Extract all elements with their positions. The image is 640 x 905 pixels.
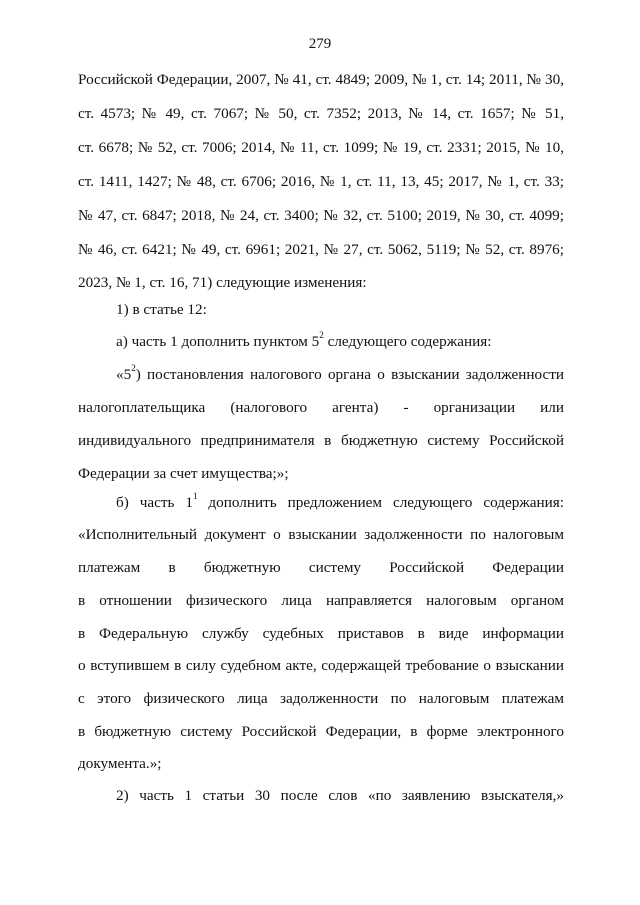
text-line: № 46, ст. 6421; № 49, ст. 6961; 2021, № 27, ст. 5062, 5119; № 52, ст. 8976; (78, 241, 564, 258)
text-line: в отношении физического лица направляется налоговым органом (78, 592, 564, 609)
text-line: в бюджетную систему Российской Федерации, в форме электронного (78, 723, 564, 740)
text-line: налогоплательщика (налогового агента) - организации или (78, 399, 564, 416)
page-number: 279 (308, 36, 332, 52)
quote-open: «5 (116, 366, 132, 383)
quote-1-first-line (116, 362, 564, 385)
item-1b (116, 490, 564, 513)
text-line: Российской Федерации, 2007, № 41, ст. 4849; 2009, № 1, ст. 14; 2011, № 30, (78, 71, 564, 88)
superscript: 2 (131, 362, 136, 373)
item-1a-text: а) часть 1 дополнить пунктом 5 (116, 333, 320, 350)
text-line: документа.»; (78, 755, 162, 772)
item-1b-text-end: дополнить предложением следующего содержания: (197, 494, 564, 511)
text-line: индивидуального предпринимателя в бюджетную систему Российской (78, 432, 564, 449)
item-1a (116, 329, 564, 352)
text-line: 2023, № 1, ст. 16, 71) следующие изменения: (78, 274, 367, 291)
text-line: ст. 6678; № 52, ст. 7006; 2014, № 11, ст. 1099; № 19, ст. 2331; 2015, № 10, (78, 139, 564, 156)
text-line: ст. 1411, 1427; № 48, ст. 6706; 2016, № 1, ст. 11, 13, 45; 2017, № 1, ст. 33; (78, 173, 564, 190)
superscript: 2 (319, 329, 324, 340)
superscript: 1 (192, 490, 198, 501)
text-line: о вступившем в силу судебном акте, содержащей требование о взыскании (78, 657, 564, 674)
item-1: 1) в статье 12: (116, 301, 207, 318)
item-2: 2) часть 1 статьи 30 после слов «по заявлению взыскателя,» (116, 787, 564, 804)
text-line: Федерации за счет имущества;»; (78, 465, 289, 482)
item-1b-text: б) часть 1 (116, 494, 193, 511)
item-1a-text-end: следующего содержания: (323, 333, 492, 350)
text-line: ст. 4573; № 49, ст. 7067; № 50, ст. 7352; 2013, № 14, ст. 1657; № 51, (78, 105, 564, 122)
text-line: № 47, ст. 6847; 2018, № 24, ст. 3400; № 32, ст. 5100; 2019, № 30, ст. 4099; (78, 207, 564, 224)
text-line: с этого физического лица задолженности по налоговым платежам (78, 690, 564, 707)
text-line: платежам в бюджетную систему Российской Федерации (78, 559, 564, 576)
text-line: «Исполнительный документ о взыскании задолженности по налоговым (78, 526, 564, 543)
text-line: в Федеральную службу судебных приставов в виде информации (78, 625, 564, 642)
quote-text: ) постановления налогового органа о взыскании задолженности (135, 366, 564, 383)
